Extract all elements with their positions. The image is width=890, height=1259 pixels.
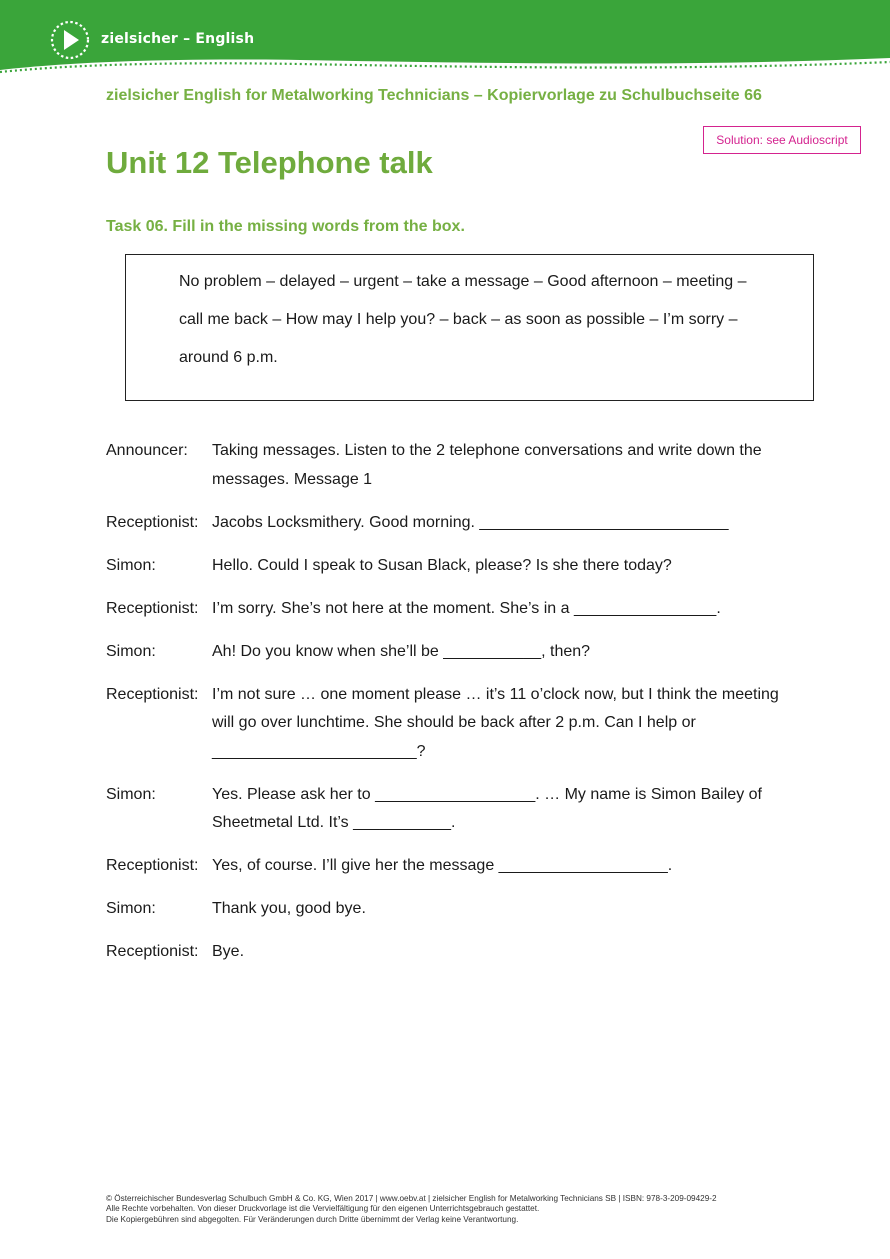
word-box	[125, 254, 814, 401]
dialogue-line	[106, 781, 806, 838]
speech-text: Yes, of course. I’ll give her the message ___________________.	[212, 857, 673, 874]
dialogue-line	[106, 595, 806, 624]
solution-note: Solution: see Audioscript	[703, 126, 861, 154]
dialogue-line	[106, 509, 806, 538]
speech-text: Jacobs Locksmithery. Good morning. ____________________________	[212, 513, 729, 531]
speaker-label: Receptionist:	[106, 685, 199, 703]
dialogue-line	[106, 895, 806, 924]
speaker-label: Receptionist:	[106, 857, 199, 874]
speaker-label: Simon:	[106, 785, 156, 803]
speaker-label: Receptionist:	[106, 943, 199, 960]
dialogue	[106, 437, 806, 981]
dialogue-line	[106, 852, 806, 881]
speech-text: Yes. Please ask her to __________________. … My name is Simon Bailey of Sheetmetal Ltd. It’s ___________.	[212, 785, 762, 831]
task-title: Task 06. Fill in the missing words from the box.	[106, 218, 465, 235]
speech-text: I’m sorry. She’s not here at the moment. She’s in a ________________.	[212, 599, 721, 617]
speaker-label: Receptionist:	[106, 599, 199, 617]
word-box-line: No problem – delayed – urgent – take a message – Good afternoon – meeting –	[179, 273, 747, 290]
speaker-label: Simon:	[106, 900, 156, 917]
brand-name: zielsicher – English	[101, 31, 255, 47]
series-title: zielsicher English for Metalworking Technicians – Kopiervorlage zu Schulbuchseite 66	[106, 87, 762, 104]
footer-fees: Die Kopiergebühren sind abgegolten. Für Veränderungen durch Dritte übernimmt der Verlag keine Verantwortung.	[106, 1214, 519, 1224]
speech-text: Bye.	[212, 943, 245, 960]
unit-title: Unit 12 Telephone talk	[106, 145, 433, 180]
footer-copyright: © Österreichischer Bundesverlag Schulbuch GmbH & Co. KG, Wien 2017 | www.oebv.at | zielsicher English for Metalworking Technicians SB | ISBN: 978-3-209-09429-2	[106, 1194, 717, 1203]
word-box-line: around 6 p.m.	[179, 349, 278, 366]
speech-text: I’m not sure … one moment please … it’s 11 o’clock now, but I think the meeting will go over lunchtime. She should be back after 2 p.m. Can I help or _______________________?	[212, 685, 779, 760]
footer-rights: Alle Rechte vorbehalten. Von dieser Druckvorlage ist die Vervielfältigung für den eigenen Unterrichtsgebrauch gestattet.	[106, 1204, 540, 1214]
footer	[106, 1194, 806, 1225]
speech-text: Taking messages. Listen to the 2 telephone conversations and write down the messages. Message 1	[212, 442, 762, 488]
speaker-label: Simon:	[106, 556, 156, 574]
dialogue-line	[106, 552, 806, 581]
dialogue-line	[106, 437, 806, 494]
speech-text: Ah! Do you know when she’ll be ___________, then?	[212, 642, 591, 660]
dialogue-line	[106, 681, 806, 767]
word-box-line: call me back – How may I help you? – back – as soon as possible – I’m sorry –	[179, 311, 738, 328]
speaker-label: Simon:	[106, 642, 156, 660]
dialogue-line	[106, 638, 806, 667]
speaker-label: Announcer:	[106, 442, 188, 459]
dialogue-line	[106, 938, 806, 967]
speech-text: Thank you, good bye.	[212, 900, 366, 917]
speech-text: Hello. Could I speak to Susan Black, please? Is she there today?	[212, 556, 672, 574]
speaker-label: Receptionist:	[106, 513, 199, 531]
